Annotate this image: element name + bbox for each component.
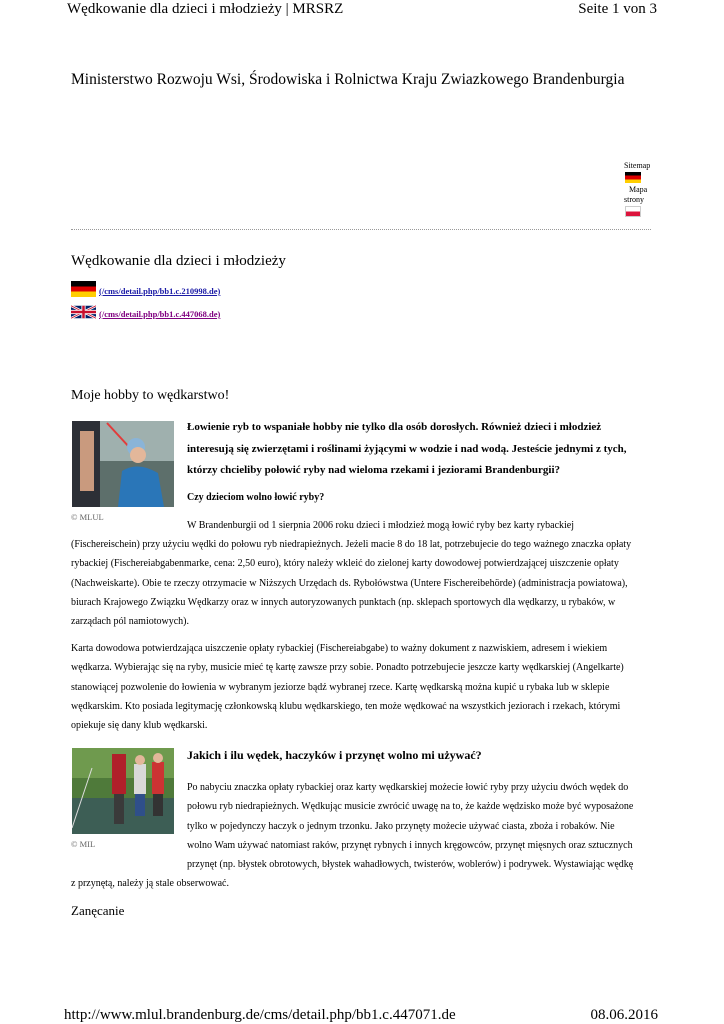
section-heading-hobby: Moje hobby to wędkarstwo! <box>71 388 230 403</box>
uk-flag-icon[interactable] <box>71 304 96 320</box>
paragraph-line: W Brandenburgii od 1 sierpnia 2006 roku dzieci i młodzież mogą łowić ryby bez karty rybackiej <box>187 520 575 531</box>
mapa-label[interactable]: Mapa <box>629 185 648 194</box>
paragraph-line: (Nachweiskarte). Obie te rzeczy otrzymacie w Niższych Urzędach ds. Rybołówstwa (Untere Fischereibehörde) (administracja powiatowa), <box>71 577 628 589</box>
paragraph-rods <box>187 778 652 874</box>
print-header-page-counter: Seite 1 von 3 <box>578 1 657 17</box>
photo-child-fishing <box>72 421 174 507</box>
paragraph-line: przynęt (np. błystek obrotowych, błystek wahadłowych, twisterów, woblerów) i podrywek. Wystawiając wędkę <box>187 859 634 871</box>
paragraph-line: biurach Krajowego Związku Wędkarzy oraz w innych autoryzowanych punktach (np. sklepach sportowych dla wędkarzy, u rybaków, w <box>71 596 616 608</box>
strony-label[interactable]: strony <box>624 195 644 204</box>
intro-line: interesują się zwierzętami i roślinami żyjącymi w wodzie i nad wodą. Jesteście jednymi z tych, <box>187 442 627 455</box>
paragraph-line: wędkarza. Wybierając się na ryby, musicie mieć tę kartę zawsze przy sobie. Ponadto potrzebujecie jeszcze karty wędkarskiej (Angelkarte) <box>71 662 624 674</box>
lang-link-row-en <box>71 304 220 320</box>
paragraph-line: wolno Wam używać natomiast raków, przynęt rybnych i innych kręgowców, przynęt mięsnych oraz sztucznych <box>187 839 633 851</box>
paragraph-line: (Fischereischein) przy użyciu wędki do połowu ryb niedrapieżnych. Jeżeli macie 8 do 18 lat, potrzebujecie do tego ważnego znaczka opłaty <box>71 539 632 550</box>
photo-credit-mil: © MIL <box>71 839 96 849</box>
ministry-title: Ministerstwo Rozwoju Wsi, Środowiska i Rolnictwa Kraju Zwiazkowego Brandenburgia <box>71 71 625 88</box>
paragraph-line: opiekuje się dany klub wędkarski. <box>71 720 208 732</box>
section-heading-baiting: Zanęcanie <box>71 903 125 918</box>
paragraph-line: rybackiej (Fischereiabgabenmarke, cena: 2,50 euro), który należy wkleić do zielonej karty dowodowej potwierdzającej uiszczenie opłaty <box>71 558 619 570</box>
german-flag-icon[interactable] <box>71 281 96 297</box>
header-divider <box>71 229 651 230</box>
print-footer-date: 08.06.2016 <box>590 1007 658 1023</box>
paragraph-card <box>71 639 652 735</box>
intro-line: Łowienie ryb to wspaniałe hobby nie tylko dla osób dorosłych. Również dzieci i młodzież <box>187 421 602 433</box>
paragraph-line: wędkarskim. Kto posiada legitymację członkowską klubu wędkarskiego, ten może wędkować na wszystkich jeziorach i rzekach, którymi <box>71 700 621 712</box>
paragraph-line: zarządach pól namiotowych). <box>71 616 190 628</box>
print-footer-url: http://www.mlul.brandenburg.de/cms/detail.php/bb1.c.447071.de <box>64 1007 456 1023</box>
german-flag-icon[interactable] <box>625 172 641 183</box>
sitemap-link[interactable]: Sitemap <box>624 161 651 170</box>
page-title: Wędkowanie dla dzieci i młodzieży <box>71 253 286 269</box>
print-header-title: Wędkowanie dla dzieci i młodzieży | MRSRZ <box>67 1 344 17</box>
polish-flag-icon[interactable] <box>625 206 641 217</box>
question-may-children-fish: Czy dzieciom wolno łowić ryby? <box>187 492 325 503</box>
paragraph-line: z przynętą, należy ją stale obserwować. <box>71 878 229 889</box>
paragraph-line: Po nabyciu znaczka opłaty rybackiej oraz karty wędkarskiej możecie łowić ryby przy użyciu dwóch wędek do <box>187 782 629 793</box>
german-version-link[interactable]: (/cms/detail.php/bb1.c.210998.de) <box>99 286 221 296</box>
lang-link-row-de <box>71 281 220 297</box>
paragraph-line: stanowiącej pozwolenie do łowienia w wybranym jeziorze bądź wybranej rzece. Kartę wędkarską można kupić u rybaka lub w sklepie <box>71 681 610 693</box>
paragraph-line: połowu ryb niedrapieżnych. Wędkując musicie zwrócić uwagę na to, że każde wędzisko może być wyposażone <box>187 801 634 813</box>
photo-credit-mlul: © MLUL <box>71 512 104 522</box>
intro-line: którzy chcieliby połowić ryby nad wieloma rzekami i jeziorami Brandenburgii? <box>187 464 561 476</box>
photo-children-at-pond <box>72 748 174 834</box>
section-heading-rods-hooks-bait: Jakich i ilu wędek, haczyków i przynęt wolno mi używać? <box>187 748 482 762</box>
paragraph-line: Karta dowodowa potwierdzająca uiszczenie opłaty rybackiej (Fischereiabgabe) to ważny dokument z nazwiskiem, adresem i wiekiem <box>71 643 608 654</box>
english-version-link[interactable]: (/cms/detail.php/bb1.c.447068.de) <box>99 309 221 319</box>
paragraph-licence <box>71 535 652 631</box>
paragraph-line: tylko w pojedynczy haczyk o jednym trzonku. Jako przynęty możecie używać ciasta, zboża i robaków. Nie <box>187 820 615 832</box>
intro-text <box>187 417 657 482</box>
language-switch <box>624 161 656 219</box>
